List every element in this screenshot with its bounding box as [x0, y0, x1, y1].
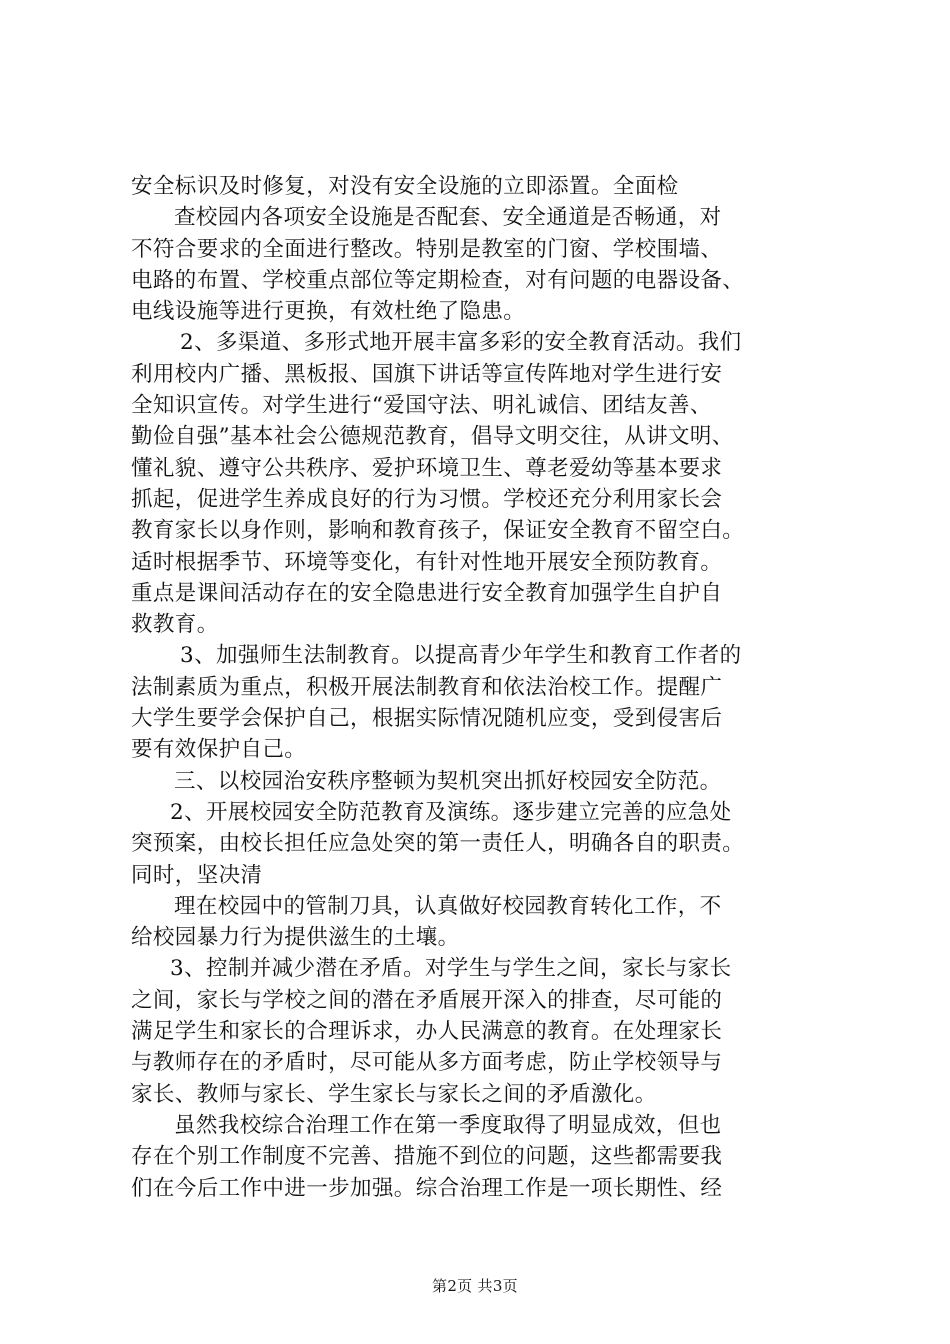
text-line: 电路的布置、学校重点部位等定期检查，对有问题的电器设备、 — [131, 267, 745, 293]
document-body — [131, 171, 831, 1204]
text-line: 利用校内广播、黑板报、国旗下讲话等宣传阵地对学生进行安 — [131, 361, 723, 387]
page-number: 第2页 共3页 — [432, 1277, 518, 1295]
text-line: 三、以校园治安秩序整顿为契机突出抓好校园安全防范。 — [174, 768, 722, 794]
text-line: 适时根据季节、环境等变化，有针对性地开展安全预防教育。 — [131, 549, 723, 575]
text-line: 理在校园中的管制刀具，认真做好校园教育转化工作，不 — [174, 893, 722, 919]
text-line: 存在个别工作制度不完善、措施不到位的问题，这些都需要我 — [131, 1144, 723, 1170]
text-line: 重点是课间活动存在的安全隐患进行安全教育加强学生自护自 — [131, 580, 723, 606]
text-line: 教育家长以身作则，影响和教育孩子，保证安全教育不留空白。 — [131, 518, 745, 544]
text-line: 全知识宣传。对学生进行“爱国守法、明礼诚信、团结友善、 — [131, 393, 712, 419]
text-line: 3、加强师生法制教育。以提高青少年学生和教育工作者的 — [180, 643, 742, 669]
text-line: 们在今后工作中进一步加强。综合治理工作是一项长期性、经 — [131, 1175, 723, 1201]
text-line: 给校园暴力行为提供滋生的土壤。 — [131, 925, 460, 951]
text-line: 法制素质为重点，积极开展法制教育和依法治校工作。提醒广 — [131, 674, 723, 700]
text-line: 不符合要求的全面进行整改。特别是教室的门窗、学校围墙、 — [131, 236, 723, 262]
text-line: 安全标识及时修复，对没有安全设施的立即添置。全面检 — [131, 174, 679, 199]
text-line: 抓起，促进学生养成良好的行为习惯。学校还充分利用家长会 — [131, 486, 723, 512]
text-line: 3、控制并减少潜在矛盾。对学生与学生之间，家长与家长 — [170, 956, 732, 982]
text-line: 同时，坚决清 — [131, 862, 263, 888]
text-line: 救教育。 — [131, 612, 219, 638]
text-line: 勤俭自强”基本社会公德规范教育，倡导文明交往，从讲文明、 — [131, 424, 734, 450]
text-line: 要有效保护自己。 — [131, 737, 307, 763]
text-line: 家长、教师与家长、学生家长与家长之间的矛盾激化。 — [131, 1081, 657, 1107]
text-line: 之间，家长与学校之间的潜在矛盾展开深入的排查，尽可能的 — [131, 987, 723, 1013]
text-line: 2、多渠道、多形式地开展丰富多彩的安全教育活动。我们 — [180, 330, 742, 356]
text-line: 虽然我校综合治理工作在第一季度取得了明显成效，但也 — [174, 1112, 722, 1138]
text-line: 查校园内各项安全设施是否配套、安全通道是否畅通，对 — [174, 205, 722, 231]
text-line: 突预案，由校长担任应急处突的第一责任人，明确各自的职责。 — [131, 831, 745, 857]
text-line: 电线设施等进行更换，有效杜绝了隐患。 — [131, 299, 526, 325]
text-line: 2、开展校园安全防范教育及演练。逐步建立完善的应急处 — [170, 799, 732, 825]
text-line: 懂礼貌、遵守公共秩序、爱护环境卫生、尊老爱幼等基本要求 — [131, 455, 723, 481]
text-line: 与教师存在的矛盾时，尽可能从多方面考虑，防止学校领导与 — [131, 1050, 723, 1076]
text-line: 满足学生和家长的合理诉求，办人民满意的教育。在处理家长 — [131, 1019, 723, 1045]
text-line: 大学生要学会保护自己，根据实际情况随机应变，受到侵害后 — [131, 706, 723, 732]
